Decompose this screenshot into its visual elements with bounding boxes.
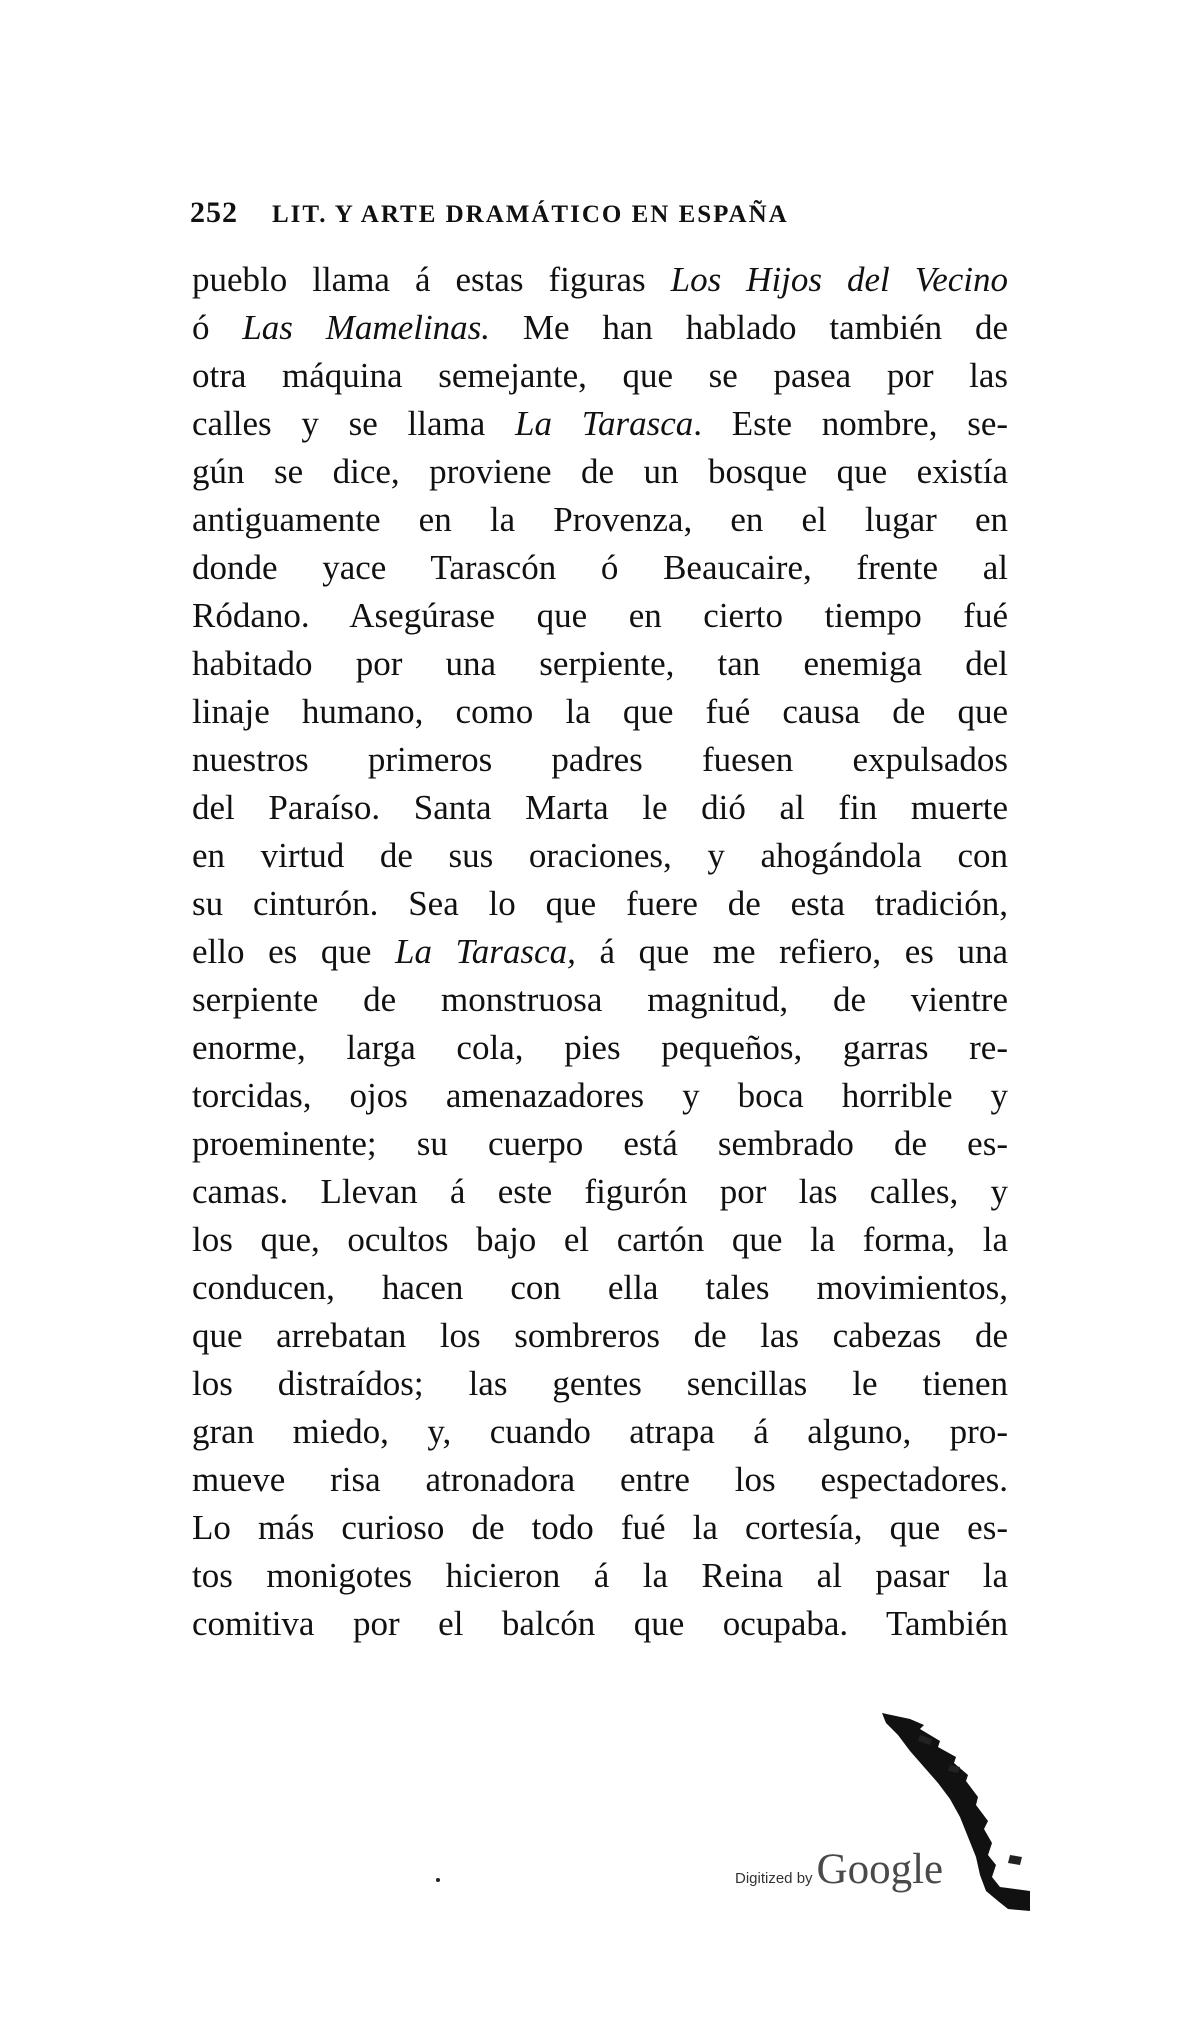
text-run: los distraídos; las gentes sencillas le tienen: [192, 1364, 1008, 1403]
text-line: [192, 544, 1008, 592]
text-line: [192, 736, 1008, 784]
text-run: su cinturón. Sea lo que fuere de esta tradición,: [192, 884, 1008, 923]
text-run: gún se dice, proviene de un bosque que existía: [192, 452, 1008, 491]
text-line: [192, 1504, 1008, 1552]
text-run: linaje humano, como la que fué causa de que: [192, 692, 1008, 731]
text-line: [192, 256, 1008, 304]
text-line: [192, 448, 1008, 496]
text-run: enorme, larga cola, pies pequeños, garras re-: [192, 1028, 1008, 1067]
text-run: tos monigotes hicieron á la Reina al pasar la: [192, 1556, 1008, 1595]
text-run: ello es que: [192, 932, 395, 971]
italic-title: Las Mamelinas.: [242, 308, 491, 347]
page-number: 252: [190, 196, 238, 229]
text-run: del Paraíso. Santa Marta le dió al fin muerte: [192, 788, 1008, 827]
text-run: mueve risa atronadora entre los espectadores.: [192, 1460, 1008, 1499]
text-line: [192, 784, 1008, 832]
text-run: . Este nombre, se-: [693, 404, 1009, 443]
text-run: otra máquina semejante, que se pasea por las: [192, 356, 1008, 395]
text-line: [192, 1456, 1008, 1504]
text-line: [192, 592, 1008, 640]
text-line: [192, 1168, 1008, 1216]
digitized-by-google-watermark: [735, 1845, 943, 1905]
text-line: [192, 352, 1008, 400]
text-run: gran miedo, y, cuando atrapa á alguno, pro-: [192, 1412, 1008, 1451]
running-title: LIT. Y ARTE DRAMÁTICO EN ESPAÑA: [272, 201, 789, 228]
text-run: los que, ocultos bajo el cartón que la forma, la: [192, 1220, 1008, 1259]
text-run: ó: [192, 308, 243, 347]
text-run: antiguamente en la Provenza, en el lugar en: [192, 500, 1008, 539]
text-line: [192, 1408, 1008, 1456]
text-line: [192, 1024, 1008, 1072]
text-run: camas. Llevan á este figurón por las calles, y: [192, 1172, 1008, 1211]
text-line: [192, 976, 1008, 1024]
text-run: Me han hablado también de: [490, 308, 1009, 347]
text-line: [192, 832, 1008, 880]
text-line: [192, 1312, 1008, 1360]
text-line: [192, 1072, 1008, 1120]
text-run: que arrebatan los sombreros de las cabezas de: [192, 1316, 1008, 1355]
text-run: habitado por una serpiente, tan enemiga del: [192, 644, 1008, 683]
text-run: pueblo llama á estas figuras: [192, 260, 671, 299]
text-run: calles y se llama: [192, 404, 516, 443]
text-run: torcidas, ojos amenazadores y boca horrible y: [192, 1076, 1008, 1115]
text-line: [192, 928, 1008, 976]
text-run: donde yace Tarascón ó Beaucaire, frente al: [192, 548, 1008, 587]
text-run: comitiva por el balcón que ocupaba. También: [192, 1604, 1008, 1643]
text-line: [192, 1600, 1008, 1648]
text-run: á que me refiero, es una: [575, 932, 1008, 971]
text-line: [192, 640, 1008, 688]
text-line: [192, 1552, 1008, 1600]
text-line: [192, 496, 1008, 544]
text-run: nuestros primeros padres fuesen expulsados: [192, 740, 1008, 779]
text-line: [192, 688, 1008, 736]
text-line: [192, 1120, 1008, 1168]
body-text: [192, 256, 1008, 1648]
text-line: [192, 304, 1008, 352]
text-run: conducen, hacen con ella tales movimientos,: [192, 1268, 1008, 1307]
text-line: [192, 1216, 1008, 1264]
text-line: [192, 400, 1008, 448]
text-line: [192, 1360, 1008, 1408]
page-header: [190, 196, 1010, 236]
text-line: [192, 1264, 1008, 1312]
ink-speck: [436, 1878, 440, 1882]
text-run: Lo más curioso de todo fué la cortesía, que es-: [192, 1508, 1008, 1547]
text-line: [192, 880, 1008, 928]
italic-title: La Tarasca: [515, 404, 694, 443]
google-logo: Google: [816, 1846, 944, 1893]
text-run: en virtud de sus oraciones, y ahogándola con: [192, 836, 1008, 875]
text-run: Ródano. Asegúrase que en cierto tiempo fué: [192, 596, 1008, 635]
italic-title: La Tarasca,: [394, 932, 576, 971]
text-run: serpiente de monstruosa magnitud, de vientre: [192, 980, 1008, 1019]
italic-title: Los Hijos del Vecino: [670, 260, 1008, 299]
text-run: proeminente; su cuerpo está sembrado de es-: [192, 1124, 1008, 1163]
digitized-label: Digitized by: [735, 1870, 813, 1887]
